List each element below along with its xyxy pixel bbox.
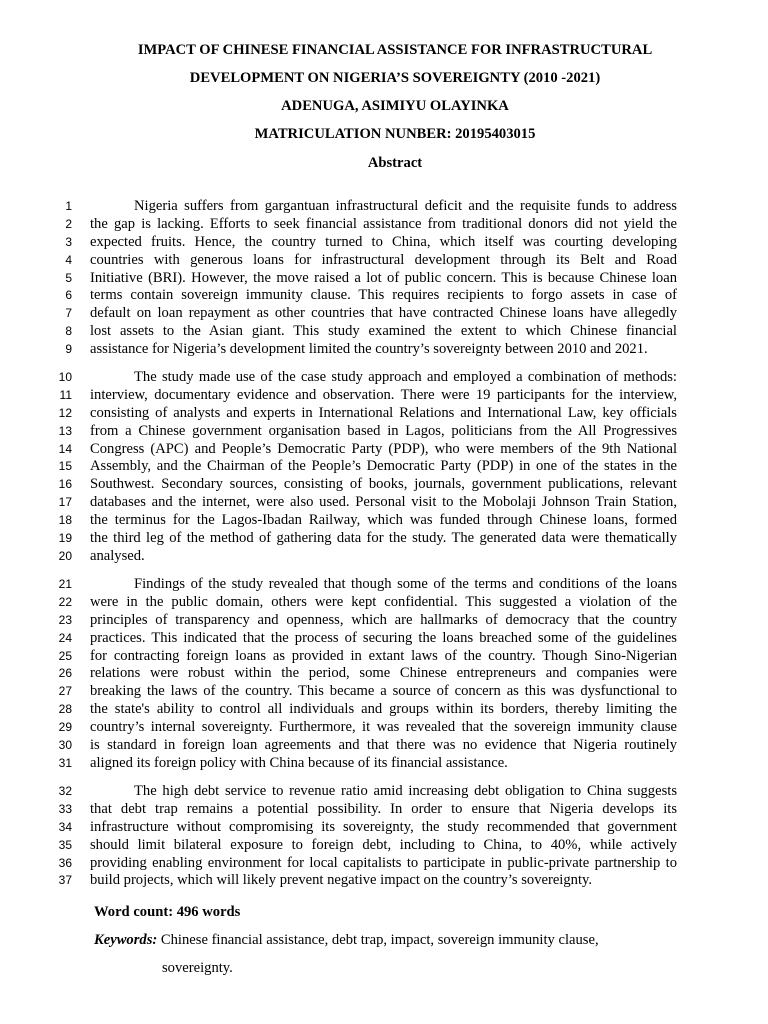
matriculation-number: MATRICULATION NUNBER: 20195403015 (254, 126, 536, 142)
text-line (0, 665, 768, 683)
line-text: the state's ability to control all individuals and groups within its borders, thereby limiting the (90, 701, 677, 718)
line-text: from a Chinese government organisation based in Lagos, politicians from the All Progressives (90, 422, 677, 439)
text-line (0, 441, 768, 459)
word-count: Word count: 496 words (94, 904, 241, 920)
text-line (0, 198, 768, 216)
line-text: build projects, which will likely prevent negative impact on the country’s sovereignty. (90, 872, 593, 889)
line-number: 8 (65, 324, 72, 339)
abstract-paragraph-3 (0, 576, 768, 773)
line-text: the third leg of the method of gathering data for the study. The generated data were thematically (90, 530, 677, 547)
text-line (0, 252, 768, 270)
line-number: 14 (58, 441, 72, 456)
line-number: 11 (59, 387, 72, 402)
line-text: the gap is lacking. Efforts to seek financial assistance from traditional donors did not yield the (90, 215, 677, 232)
line-text: assistance for Nigeria’s development limited the country’s sovereignty between 2010 and 2021. (90, 341, 648, 358)
line-text: databases and the internet, were also used. Personal visit to the Mobolaji Johnson Train Station, (90, 494, 677, 511)
text-line (0, 548, 768, 566)
line-text: terms contain sovereign immunity clause. This requires recipients to forgo assets in case of (90, 287, 677, 304)
text-line (0, 701, 768, 719)
line-number: 4 (65, 252, 72, 267)
line-number: 25 (58, 648, 72, 663)
line-number: 10 (58, 370, 72, 384)
line-number: 23 (58, 612, 72, 627)
line-text: Initiative (BRI). However, the move raised a lot of public concern. This is because Chinese loan (90, 269, 677, 286)
line-number: 12 (58, 405, 72, 420)
line-text: consisting of analysts and experts in International Relations and International Law, key officials (90, 404, 677, 421)
abstract-paragraph-2 (0, 369, 768, 566)
keywords-continuation: sovereignty. (162, 960, 233, 976)
text-line (0, 755, 768, 773)
line-number: 29 (58, 720, 72, 735)
line-text: principles of transparency and openness, which are hallmarks of democracy that the country (90, 611, 677, 628)
title-line-1: IMPACT OF CHINESE FINANCIAL ASSISTANCE FOR INFRASTRUCTURAL (137, 42, 653, 58)
line-number: 6 (65, 288, 72, 303)
line-number: 32 (58, 784, 72, 798)
keywords-text: Chinese financial assistance, debt trap, impact, sovereign immunity clause, (160, 932, 599, 948)
line-text: The high debt service to revenue ratio amid increasing debt obligation to China suggests (134, 783, 677, 799)
text-line (0, 576, 768, 594)
line-text: analysed. (90, 547, 145, 564)
text-line (0, 737, 768, 755)
line-text: expected fruits. Hence, the country turned to China, which itself was courting developing (90, 233, 677, 250)
line-text: Southwest. Secondary sources, consisting of books, journals, government publications, relevant (90, 476, 677, 493)
abstract-paragraph-4 (0, 783, 768, 890)
line-number: 22 (58, 594, 72, 609)
line-number: 18 (58, 513, 72, 528)
text-line (0, 783, 768, 801)
text-line (0, 405, 768, 423)
text-line (0, 341, 768, 359)
text-line (0, 270, 768, 288)
line-text: Assembly, and the Chairman of the People’s Democratic Party (PDP) in one of the states in the (90, 458, 677, 475)
text-line (0, 216, 768, 234)
line-number: 21 (58, 577, 72, 591)
text-line (0, 719, 768, 737)
line-number: 2 (65, 216, 72, 231)
line-text: breaking the laws of the country. This became a source of concern as this was dysfunctional to (90, 683, 677, 700)
line-text: Findings of the study revealed that though some of the terms and conditions of the loans (134, 576, 677, 592)
line-number: 27 (58, 684, 72, 699)
line-text: is standard in foreign loan agreements and that there was no evidence that Nigeria routinely (90, 737, 677, 754)
line-number: 20 (58, 548, 72, 563)
line-number: 7 (65, 306, 72, 321)
line-text: country’s internal sovereignty. Furthermore, it was revealed that the sovereign immunity clause (90, 719, 677, 736)
line-text: default on loan repayment as other countries that have contracted Chinese loans have allegedly (90, 305, 677, 322)
line-number: 15 (58, 459, 72, 474)
line-text: lost assets to the Asian giant. This study examined the extent to which Chinese financial (90, 323, 677, 340)
line-number: 16 (58, 477, 72, 492)
title-line-2: DEVELOPMENT ON NIGERIA’S SOVEREIGNTY (2010 -2021) (189, 70, 601, 86)
text-line (0, 287, 768, 305)
text-line (0, 512, 768, 530)
abstract-heading: Abstract (367, 155, 423, 171)
line-text: aligned its foreign policy with China because of its financial assistance. (90, 754, 508, 771)
line-number: 28 (58, 702, 72, 717)
line-number: 9 (65, 342, 72, 357)
line-number: 24 (58, 630, 72, 645)
text-line (0, 423, 768, 441)
line-text: were in the public domain, others were kept confidential. This suggested a violation of the (90, 593, 677, 610)
line-text: practices. This indicated that the process of securing the loans breached some of the guidelines (90, 629, 677, 646)
text-line (0, 234, 768, 252)
line-text: for contracting foreign loans as provided in extant laws of the country. Though Sino-Nigerian (90, 647, 677, 664)
line-number: 33 (58, 801, 72, 816)
line-number: 34 (58, 819, 72, 834)
text-line (0, 476, 768, 494)
line-text: relations were robust within the period, some Chinese entrepreneurs and companies were (90, 665, 677, 682)
text-line (0, 387, 768, 405)
text-line (0, 458, 768, 476)
line-text: infrastructure without compromising its sovereignty, the study recommended that government (90, 818, 677, 835)
text-line (0, 323, 768, 341)
text-line (0, 648, 768, 666)
line-number: 5 (65, 270, 72, 285)
author-name: ADENUGA, ASIMIYU OLAYINKA (281, 98, 509, 114)
text-line (0, 683, 768, 701)
line-number: 1 (65, 199, 72, 213)
line-number: 35 (58, 837, 72, 852)
line-text: that debt trap remains a potential possibility. In order to ensure that Nigeria develops its (90, 800, 677, 817)
line-text: should limit bilateral exposure to foreign debt, including to China, to 40%, while actively (90, 836, 677, 853)
text-line (0, 801, 768, 819)
line-text: countries with generous loans for infrastructural development through its Belt and Road (90, 251, 677, 268)
abstract-paragraph-1 (0, 198, 768, 359)
text-line (0, 305, 768, 323)
line-number: 37 (58, 873, 72, 888)
text-line (0, 819, 768, 837)
text-line (0, 612, 768, 630)
keywords-line (94, 932, 599, 949)
line-text: Nigeria suffers from gargantuan infrastructural deficit and the requisite funds to address (134, 198, 677, 214)
line-text: interview, documentary evidence and observation. There were 19 participants for the interview, (90, 386, 677, 403)
text-line (0, 530, 768, 548)
text-line (0, 837, 768, 855)
text-line (0, 494, 768, 512)
line-text: providing enabling environment for local capitalists to participate in public-private partnership to (90, 854, 677, 871)
line-text: the terminus for the Lagos-Ibadan Railway, which was funded through Chinese loans, formed (90, 512, 677, 529)
line-number: 30 (58, 738, 72, 753)
text-line (0, 369, 768, 387)
line-number: 26 (58, 666, 72, 681)
line-number: 3 (65, 234, 72, 249)
text-line (0, 872, 768, 890)
line-text: The study made use of the case study approach and employed a combination of methods: (134, 369, 677, 385)
keywords-label: Keywords: (94, 932, 158, 948)
line-number: 36 (58, 855, 72, 870)
text-line (0, 855, 768, 873)
text-line (0, 594, 768, 612)
text-line (0, 630, 768, 648)
line-number: 17 (58, 495, 72, 510)
line-text: Congress (APC) and People’s Democratic Party (PDP), who were members of the 9th National (90, 440, 677, 457)
line-number: 13 (58, 423, 72, 438)
line-number: 31 (58, 755, 72, 770)
line-number: 19 (58, 531, 72, 546)
